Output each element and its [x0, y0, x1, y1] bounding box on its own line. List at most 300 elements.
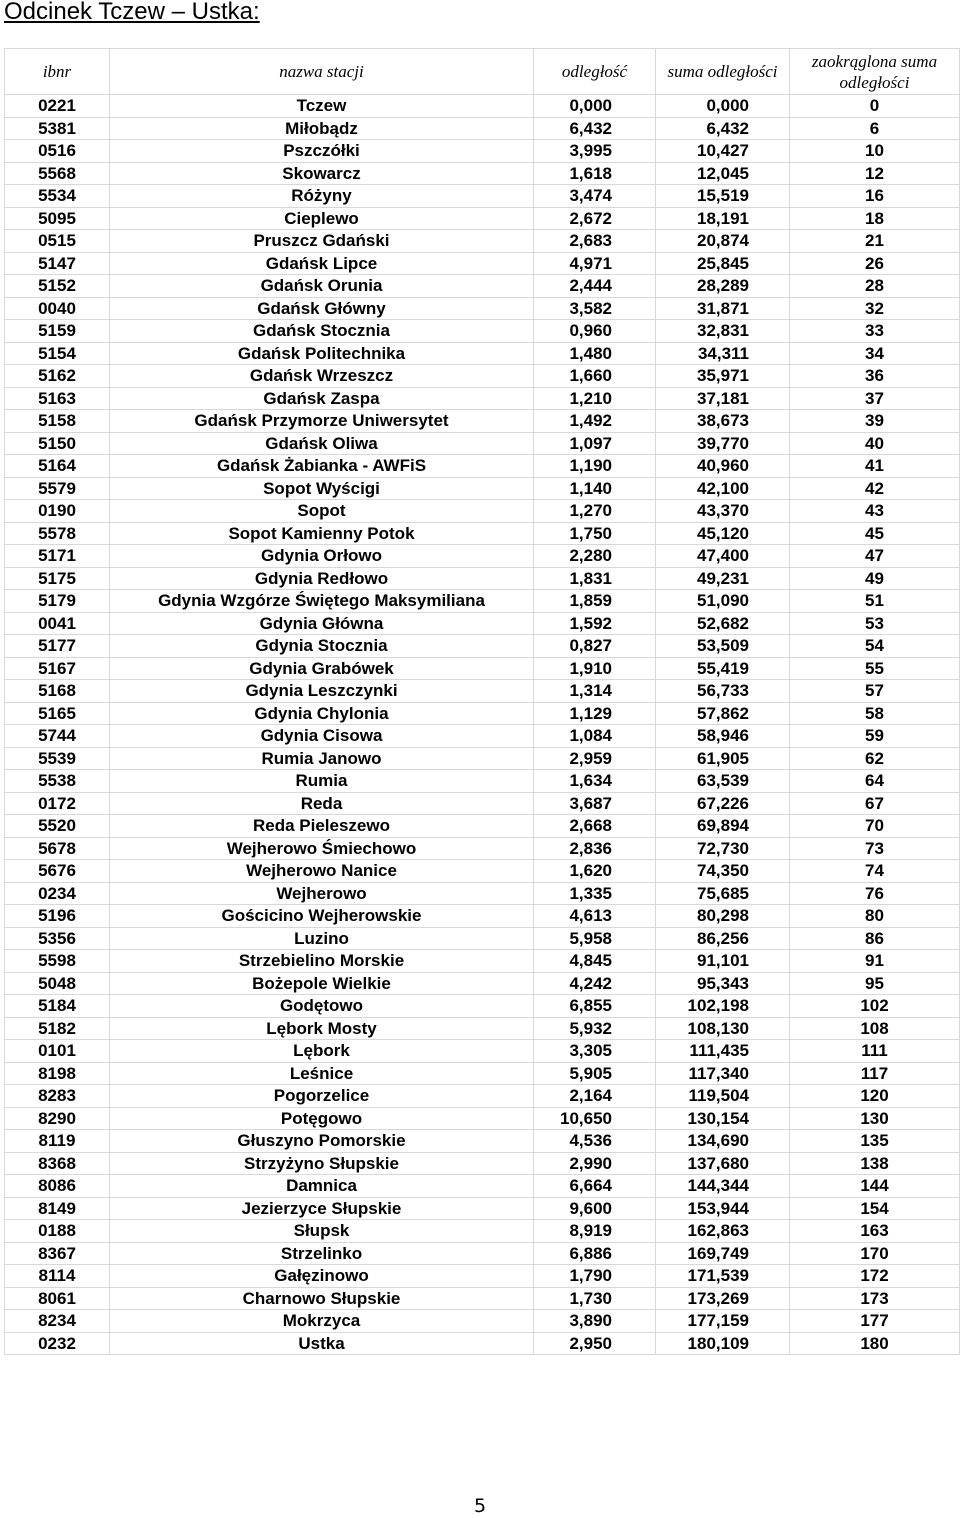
rounded-sum-cell: 53 [790, 612, 960, 635]
distance-cell: 4,971 [534, 252, 656, 275]
ibnr-cell: 5579 [5, 477, 110, 500]
rounded-sum-cell: 54 [790, 635, 960, 658]
rounded-sum-cell: 0 [790, 95, 960, 118]
rounded-sum-cell: 58 [790, 702, 960, 725]
table-row [5, 387, 960, 410]
ibnr-cell: 8368 [5, 1152, 110, 1175]
table-row [5, 905, 960, 928]
distance-cell: 5,905 [534, 1062, 656, 1085]
station-name-cell: Różyny [110, 185, 534, 208]
distance-cell: 2,959 [534, 747, 656, 770]
table-row [5, 230, 960, 253]
station-name-cell: Pszczółki [110, 140, 534, 163]
distance-cell: 1,129 [534, 702, 656, 725]
distance-sum-cell: 28,289 [656, 275, 790, 298]
rounded-sum-cell: 28 [790, 275, 960, 298]
station-name-cell: Reda Pieleszewo [110, 815, 534, 838]
stations-table [4, 48, 960, 1355]
rounded-sum-cell: 10 [790, 140, 960, 163]
page-number: 5 [473, 1495, 487, 1517]
station-name-cell: Gałęzinowo [110, 1265, 534, 1288]
distance-sum-cell: 119,504 [656, 1085, 790, 1108]
distance-cell: 1,492 [534, 410, 656, 433]
station-name-cell: Gdynia Orłowo [110, 545, 534, 568]
table-row [5, 1152, 960, 1175]
table-row [5, 770, 960, 793]
rounded-sum-cell: 173 [790, 1287, 960, 1310]
column-header-distance: odległość [534, 49, 656, 95]
distance-sum-cell: 137,680 [656, 1152, 790, 1175]
station-name-cell: Głuszyno Pomorskie [110, 1130, 534, 1153]
rounded-sum-cell: 59 [790, 725, 960, 748]
distance-cell: 8,919 [534, 1220, 656, 1243]
rounded-sum-cell: 62 [790, 747, 960, 770]
distance-cell: 1,314 [534, 680, 656, 703]
station-name-cell: Wejherowo Nanice [110, 860, 534, 883]
distance-cell: 2,444 [534, 275, 656, 298]
station-name-cell: Sopot [110, 500, 534, 523]
rounded-sum-cell: 80 [790, 905, 960, 928]
rounded-sum-cell: 45 [790, 522, 960, 545]
table-row [5, 837, 960, 860]
station-name-cell: Sopot Wyścigi [110, 477, 534, 500]
rounded-sum-cell: 40 [790, 432, 960, 455]
ibnr-cell: 0172 [5, 792, 110, 815]
distance-cell: 2,836 [534, 837, 656, 860]
table-row [5, 1310, 960, 1333]
ibnr-cell: 5175 [5, 567, 110, 590]
distance-cell: 4,242 [534, 972, 656, 995]
rounded-sum-cell: 16 [790, 185, 960, 208]
ibnr-cell: 0190 [5, 500, 110, 523]
station-name-cell: Godętowo [110, 995, 534, 1018]
rounded-sum-cell: 51 [790, 590, 960, 613]
station-name-cell: Potęgowo [110, 1107, 534, 1130]
distance-cell: 6,664 [534, 1175, 656, 1198]
table-row [5, 1017, 960, 1040]
station-name-cell: Jezierzyce Słupskie [110, 1197, 534, 1220]
distance-cell: 4,613 [534, 905, 656, 928]
rounded-sum-cell: 74 [790, 860, 960, 883]
rounded-sum-cell: 135 [790, 1130, 960, 1153]
ibnr-cell: 0515 [5, 230, 110, 253]
table-row [5, 792, 960, 815]
distance-sum-cell: 69,894 [656, 815, 790, 838]
rounded-sum-cell: 154 [790, 1197, 960, 1220]
document-title: Odcinek Tczew – Ustka: [4, 0, 260, 25]
rounded-sum-cell: 55 [790, 657, 960, 680]
station-name-cell: Pogorzelice [110, 1085, 534, 1108]
station-name-cell: Reda [110, 792, 534, 815]
distance-sum-cell: 52,682 [656, 612, 790, 635]
station-name-cell: Słupsk [110, 1220, 534, 1243]
table-row [5, 1197, 960, 1220]
station-name-cell: Gościcino Wejherowskie [110, 905, 534, 928]
table-row [5, 162, 960, 185]
distance-sum-cell: 31,871 [656, 297, 790, 320]
ibnr-cell: 5167 [5, 657, 110, 680]
rounded-sum-cell: 42 [790, 477, 960, 500]
distance-sum-cell: 35,971 [656, 365, 790, 388]
table-row [5, 252, 960, 275]
rounded-sum-cell: 73 [790, 837, 960, 860]
ibnr-cell: 5162 [5, 365, 110, 388]
distance-cell: 1,097 [534, 432, 656, 455]
ibnr-cell: 5676 [5, 860, 110, 883]
ibnr-cell: 5520 [5, 815, 110, 838]
distance-sum-cell: 72,730 [656, 837, 790, 860]
rounded-sum-cell: 39 [790, 410, 960, 433]
table-row [5, 995, 960, 1018]
station-name-cell: Gdynia Główna [110, 612, 534, 635]
distance-cell: 4,845 [534, 950, 656, 973]
station-name-cell: Skowarcz [110, 162, 534, 185]
table-row [5, 432, 960, 455]
distance-sum-cell: 180,109 [656, 1332, 790, 1355]
station-name-cell: Charnowo Słupskie [110, 1287, 534, 1310]
table-row [5, 500, 960, 523]
table-row [5, 365, 960, 388]
distance-cell: 1,750 [534, 522, 656, 545]
table-row [5, 1107, 960, 1130]
distance-sum-cell: 173,269 [656, 1287, 790, 1310]
ibnr-cell: 5184 [5, 995, 110, 1018]
distance-cell: 1,859 [534, 590, 656, 613]
distance-sum-cell: 61,905 [656, 747, 790, 770]
table-row [5, 612, 960, 635]
distance-cell: 2,990 [534, 1152, 656, 1175]
distance-cell: 1,910 [534, 657, 656, 680]
station-name-cell: Wejherowo Śmiechowo [110, 837, 534, 860]
station-name-cell: Bożepole Wielkie [110, 972, 534, 995]
distance-cell: 6,886 [534, 1242, 656, 1265]
ibnr-cell: 5356 [5, 927, 110, 950]
distance-sum-cell: 63,539 [656, 770, 790, 793]
table-row [5, 1220, 960, 1243]
table-row [5, 1040, 960, 1063]
rounded-sum-cell: 102 [790, 995, 960, 1018]
distance-sum-cell: 56,733 [656, 680, 790, 703]
rounded-sum-cell: 33 [790, 320, 960, 343]
distance-cell: 1,634 [534, 770, 656, 793]
distance-cell: 1,618 [534, 162, 656, 185]
table-body [5, 95, 960, 1355]
rounded-sum-cell: 170 [790, 1242, 960, 1265]
distance-cell: 1,790 [534, 1265, 656, 1288]
ibnr-cell: 8114 [5, 1265, 110, 1288]
ibnr-cell: 5177 [5, 635, 110, 658]
rounded-sum-cell: 34 [790, 342, 960, 365]
distance-sum-cell: 20,874 [656, 230, 790, 253]
station-name-cell: Strzebielino Morskie [110, 950, 534, 973]
distance-sum-cell: 153,944 [656, 1197, 790, 1220]
table-row [5, 297, 960, 320]
distance-sum-cell: 117,340 [656, 1062, 790, 1085]
station-name-cell: Gdynia Stocznia [110, 635, 534, 658]
distance-sum-cell: 45,120 [656, 522, 790, 545]
ibnr-cell: 8061 [5, 1287, 110, 1310]
rounded-sum-cell: 138 [790, 1152, 960, 1175]
header-row [5, 49, 960, 95]
distance-sum-cell: 49,231 [656, 567, 790, 590]
station-name-cell: Wejherowo [110, 882, 534, 905]
distance-cell: 9,600 [534, 1197, 656, 1220]
ibnr-cell: 5165 [5, 702, 110, 725]
distance-cell: 2,280 [534, 545, 656, 568]
table-row [5, 680, 960, 703]
station-name-cell: Gdańsk Stocznia [110, 320, 534, 343]
station-name-cell: Gdynia Grabówek [110, 657, 534, 680]
ibnr-cell: 5381 [5, 117, 110, 140]
rounded-sum-cell: 47 [790, 545, 960, 568]
ibnr-cell: 8234 [5, 1310, 110, 1333]
table-row [5, 1130, 960, 1153]
table-row [5, 1287, 960, 1310]
distance-sum-cell: 42,100 [656, 477, 790, 500]
station-name-cell: Gdynia Redłowo [110, 567, 534, 590]
ibnr-cell: 5196 [5, 905, 110, 928]
table-row [5, 320, 960, 343]
ibnr-cell: 5159 [5, 320, 110, 343]
ibnr-cell: 5048 [5, 972, 110, 995]
rounded-sum-cell: 130 [790, 1107, 960, 1130]
table-row [5, 410, 960, 433]
station-name-cell: Gdańsk Orunia [110, 275, 534, 298]
distance-cell: 0,000 [534, 95, 656, 118]
distance-sum-cell: 134,690 [656, 1130, 790, 1153]
distance-sum-cell: 39,770 [656, 432, 790, 455]
table-row [5, 1085, 960, 1108]
ibnr-cell: 5578 [5, 522, 110, 545]
ibnr-cell: 8290 [5, 1107, 110, 1130]
distance-sum-cell: 80,298 [656, 905, 790, 928]
rounded-sum-cell: 111 [790, 1040, 960, 1063]
column-header-distance-sum: suma odległości [656, 49, 790, 95]
distance-sum-cell: 12,045 [656, 162, 790, 185]
ibnr-cell: 5568 [5, 162, 110, 185]
station-name-cell: Gdańsk Zaspa [110, 387, 534, 410]
distance-cell: 1,480 [534, 342, 656, 365]
distance-cell: 1,620 [534, 860, 656, 883]
ibnr-cell: 0221 [5, 95, 110, 118]
rounded-sum-cell: 120 [790, 1085, 960, 1108]
distance-cell: 0,827 [534, 635, 656, 658]
ibnr-cell: 8086 [5, 1175, 110, 1198]
rounded-sum-cell: 49 [790, 567, 960, 590]
distance-sum-cell: 111,435 [656, 1040, 790, 1063]
rounded-sum-cell: 64 [790, 770, 960, 793]
ibnr-cell: 5158 [5, 410, 110, 433]
station-name-cell: Gdańsk Wrzeszcz [110, 365, 534, 388]
station-name-cell: Damnica [110, 1175, 534, 1198]
distance-cell: 3,582 [534, 297, 656, 320]
ibnr-cell: 5168 [5, 680, 110, 703]
ibnr-cell: 5534 [5, 185, 110, 208]
ibnr-cell: 0101 [5, 1040, 110, 1063]
distance-cell: 2,668 [534, 815, 656, 838]
distance-sum-cell: 40,960 [656, 455, 790, 478]
rounded-sum-cell: 67 [790, 792, 960, 815]
ibnr-cell: 5152 [5, 275, 110, 298]
table-row [5, 972, 960, 995]
table-row [5, 207, 960, 230]
distance-cell: 1,140 [534, 477, 656, 500]
rounded-sum-cell: 36 [790, 365, 960, 388]
table-row [5, 725, 960, 748]
station-name-cell: Gdańsk Lipce [110, 252, 534, 275]
station-name-cell: Lębork [110, 1040, 534, 1063]
distance-sum-cell: 169,749 [656, 1242, 790, 1265]
distance-sum-cell: 144,344 [656, 1175, 790, 1198]
column-header-station-name: nazwa stacji [110, 49, 534, 95]
distance-cell: 3,890 [534, 1310, 656, 1333]
ibnr-cell: 8149 [5, 1197, 110, 1220]
distance-cell: 3,687 [534, 792, 656, 815]
station-name-cell: Strzelinko [110, 1242, 534, 1265]
distance-sum-cell: 86,256 [656, 927, 790, 950]
ibnr-cell: 5538 [5, 770, 110, 793]
distance-cell: 6,855 [534, 995, 656, 1018]
rounded-sum-cell: 43 [790, 500, 960, 523]
distance-cell: 2,164 [534, 1085, 656, 1108]
distance-sum-cell: 55,419 [656, 657, 790, 680]
distance-sum-cell: 43,370 [656, 500, 790, 523]
distance-sum-cell: 47,400 [656, 545, 790, 568]
table-row [5, 455, 960, 478]
distance-sum-cell: 34,311 [656, 342, 790, 365]
ibnr-cell: 0516 [5, 140, 110, 163]
ibnr-cell: 5095 [5, 207, 110, 230]
distance-cell: 1,084 [534, 725, 656, 748]
distance-sum-cell: 177,159 [656, 1310, 790, 1333]
distance-cell: 2,683 [534, 230, 656, 253]
distance-sum-cell: 67,226 [656, 792, 790, 815]
rounded-sum-cell: 177 [790, 1310, 960, 1333]
rounded-sum-cell: 21 [790, 230, 960, 253]
ibnr-cell: 0232 [5, 1332, 110, 1355]
rounded-sum-cell: 12 [790, 162, 960, 185]
station-name-cell: Rumia Janowo [110, 747, 534, 770]
distance-sum-cell: 58,946 [656, 725, 790, 748]
distance-cell: 5,958 [534, 927, 656, 950]
station-name-cell: Gdynia Wzgórze Świętego Maksymiliana [110, 590, 534, 613]
ibnr-cell: 0188 [5, 1220, 110, 1243]
ibnr-cell: 5678 [5, 837, 110, 860]
distance-sum-cell: 74,350 [656, 860, 790, 883]
rounded-sum-cell: 37 [790, 387, 960, 410]
station-name-cell: Gdańsk Przymorze Uniwersytet [110, 410, 534, 433]
distance-sum-cell: 91,101 [656, 950, 790, 973]
station-name-cell: Leśnice [110, 1062, 534, 1085]
station-name-cell: Gdańsk Oliwa [110, 432, 534, 455]
station-name-cell: Sopot Kamienny Potok [110, 522, 534, 545]
ibnr-cell: 5154 [5, 342, 110, 365]
table-row [5, 275, 960, 298]
station-name-cell: Gdynia Cisowa [110, 725, 534, 748]
distance-sum-cell: 171,539 [656, 1265, 790, 1288]
rounded-sum-cell: 26 [790, 252, 960, 275]
distance-sum-cell: 95,343 [656, 972, 790, 995]
table-row [5, 185, 960, 208]
rounded-sum-cell: 172 [790, 1265, 960, 1288]
table-row [5, 95, 960, 118]
distance-cell: 2,672 [534, 207, 656, 230]
table-row [5, 1062, 960, 1085]
station-name-cell: Miłobądz [110, 117, 534, 140]
distance-cell: 6,432 [534, 117, 656, 140]
table-row [5, 657, 960, 680]
table-row [5, 815, 960, 838]
table-row [5, 1265, 960, 1288]
station-name-cell: Pruszcz Gdański [110, 230, 534, 253]
rounded-sum-cell: 6 [790, 117, 960, 140]
ibnr-cell: 5171 [5, 545, 110, 568]
station-name-cell: Lębork Mosty [110, 1017, 534, 1040]
table-row [5, 1332, 960, 1355]
distance-cell: 1,210 [534, 387, 656, 410]
distance-sum-cell: 130,154 [656, 1107, 790, 1130]
distance-sum-cell: 75,685 [656, 882, 790, 905]
distance-cell: 0,960 [534, 320, 656, 343]
ibnr-cell: 8198 [5, 1062, 110, 1085]
ibnr-cell: 5147 [5, 252, 110, 275]
distance-cell: 1,660 [534, 365, 656, 388]
table-row [5, 747, 960, 770]
rounded-sum-cell: 108 [790, 1017, 960, 1040]
distance-sum-cell: 25,845 [656, 252, 790, 275]
ibnr-cell: 5163 [5, 387, 110, 410]
rounded-sum-cell: 86 [790, 927, 960, 950]
distance-cell: 1,592 [534, 612, 656, 635]
distance-sum-cell: 51,090 [656, 590, 790, 613]
ibnr-cell: 5744 [5, 725, 110, 748]
ibnr-cell: 5150 [5, 432, 110, 455]
table-row [5, 702, 960, 725]
table-row [5, 635, 960, 658]
station-name-cell: Gdynia Leszczynki [110, 680, 534, 703]
distance-cell: 5,932 [534, 1017, 656, 1040]
ibnr-cell: 0040 [5, 297, 110, 320]
distance-cell: 1,730 [534, 1287, 656, 1310]
distance-cell: 3,305 [534, 1040, 656, 1063]
distance-cell: 10,650 [534, 1107, 656, 1130]
rounded-sum-cell: 163 [790, 1220, 960, 1243]
station-name-cell: Mokrzyca [110, 1310, 534, 1333]
distance-cell: 1,190 [534, 455, 656, 478]
rounded-sum-cell: 18 [790, 207, 960, 230]
ibnr-cell: 5182 [5, 1017, 110, 1040]
table-row [5, 522, 960, 545]
distance-sum-cell: 32,831 [656, 320, 790, 343]
distance-sum-cell: 6,432 [656, 117, 790, 140]
rounded-sum-cell: 57 [790, 680, 960, 703]
column-header-ibnr: ibnr [5, 49, 110, 95]
table-header [5, 49, 960, 95]
distance-sum-cell: 162,863 [656, 1220, 790, 1243]
station-name-cell: Rumia [110, 770, 534, 793]
table-row [5, 590, 960, 613]
distance-sum-cell: 18,191 [656, 207, 790, 230]
ibnr-cell: 5179 [5, 590, 110, 613]
distance-sum-cell: 37,181 [656, 387, 790, 410]
distance-sum-cell: 15,519 [656, 185, 790, 208]
station-name-cell: Tczew [110, 95, 534, 118]
distance-cell: 1,831 [534, 567, 656, 590]
table-row [5, 140, 960, 163]
rounded-sum-cell: 91 [790, 950, 960, 973]
station-name-cell: Strzyżyno Słupskie [110, 1152, 534, 1175]
ibnr-cell: 8283 [5, 1085, 110, 1108]
